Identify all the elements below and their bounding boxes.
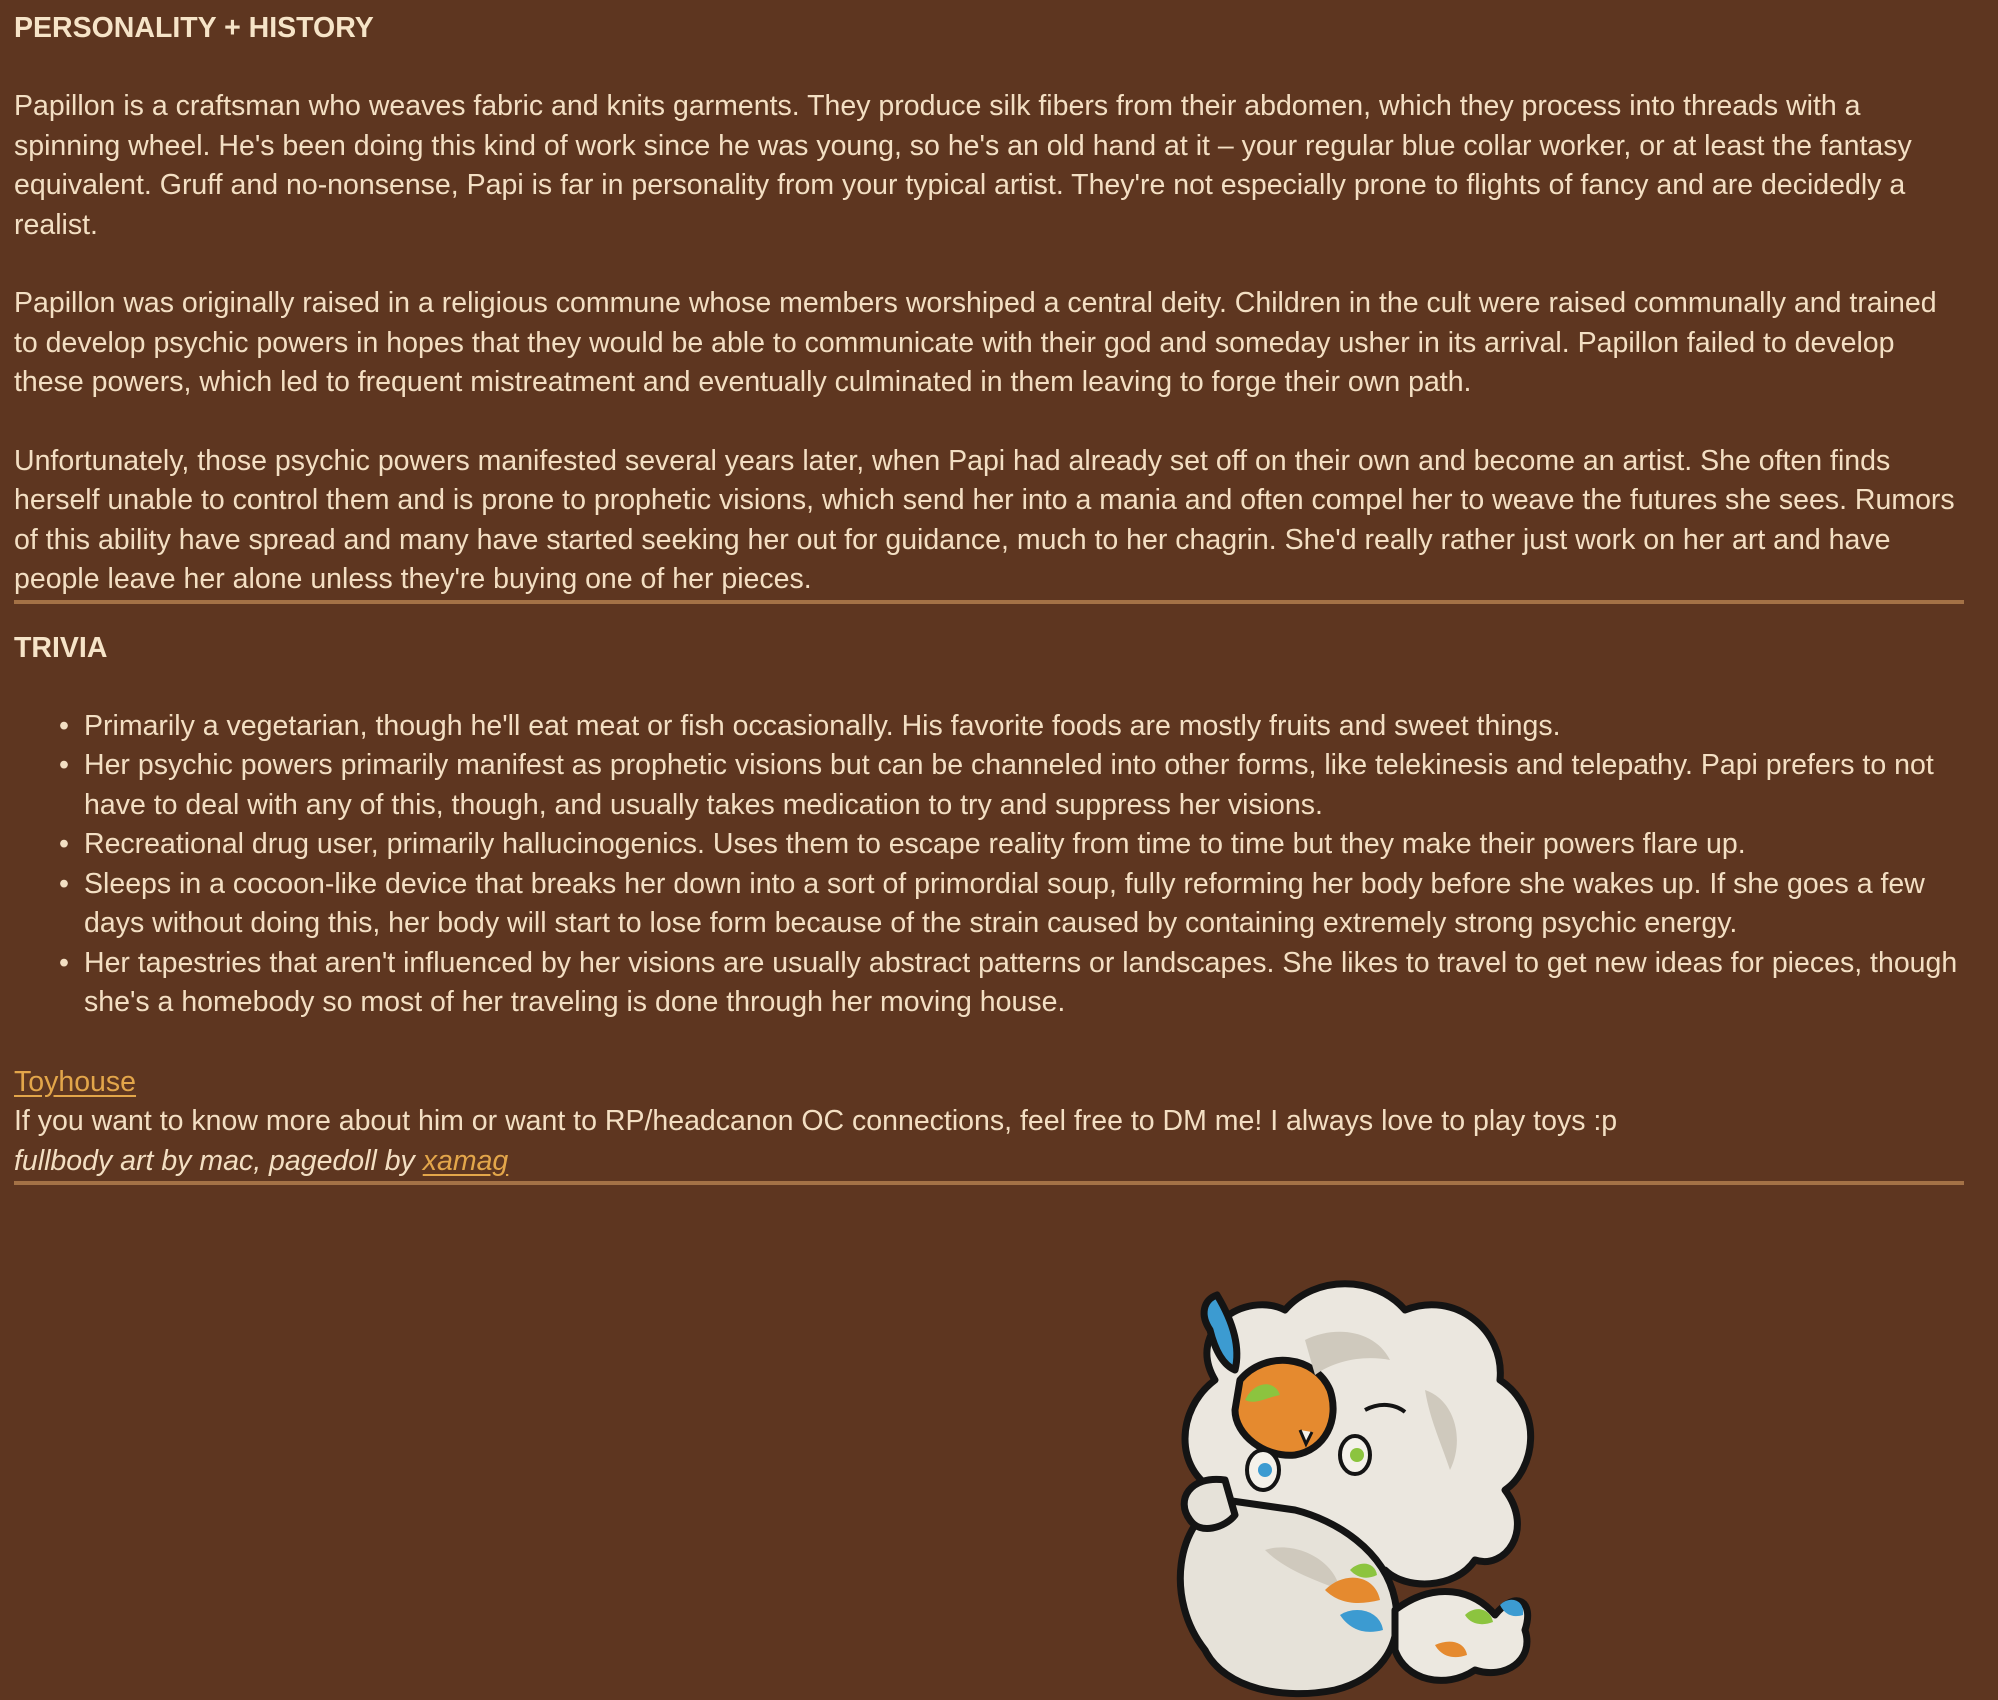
trivia-item-text: Primarily a vegetarian, though he'll eat meat or fish occasionally. His favorite foods are mostly fruits and sweet things. bbox=[84, 709, 1561, 742]
bullet-icon: • bbox=[59, 749, 69, 781]
profile-page bbox=[14, 8, 1964, 1185]
list-item bbox=[59, 865, 1964, 944]
section-divider bbox=[14, 1181, 1964, 1185]
bullet-icon: • bbox=[59, 946, 69, 979]
xamag-link[interactable]: xamag bbox=[422, 1144, 509, 1177]
trivia-item-text: Her psychic powers primarily manifest as prophetic visions but can be channeled into other forms, like telekinesis and telepathy. Papi prefers to not have to deal with any of this, though, and usually takes medication to try and suppress her visions. bbox=[84, 749, 1934, 821]
personality-section bbox=[14, 8, 1964, 600]
personality-heading: PERSONALITY + HISTORY bbox=[14, 12, 374, 44]
credit-prefix: fullbody art by mac, pagedoll by bbox=[14, 1144, 423, 1177]
section-divider bbox=[14, 600, 1964, 604]
bullet-icon: • bbox=[59, 828, 69, 860]
personality-paragraph-1: Papillon is a craftsman who weaves fabric and knits garments. They produce silk fibers from their abdomen, which they process into threads with a spinning wheel. He's been doing this kind of work since he was young, so he's an old hand at it – your regular blue collar worker, or at least the fantasy equivalent. Gruff and no-nonsense, Papi is far in personality from your typical artist. They're not especially prone to flights of fancy and are decidedly a realist. bbox=[14, 90, 1912, 241]
trivia-list bbox=[14, 707, 1964, 1023]
trivia-item-text: Her tapestries that aren't influenced by her visions are usually abstract patterns or landscapes. She likes to travel to get new ideas for pieces, though she's a homebody so most of her traveling is done through her moving house. bbox=[84, 946, 1958, 1018]
trivia-item-text: Sleeps in a cocoon-like device that breaks her down into a sort of primordial soup, fully reforming her body before she wakes up. If she goes a few days without doing this, her body will start to lose form because of the strain caused by containing extremely strong psychic energy. bbox=[84, 867, 1925, 939]
contact-text: If you want to know more about him or want to RP/headcanon OC connections, feel free to DM me! I always love to play toys :p bbox=[14, 1105, 1618, 1137]
list-item bbox=[59, 825, 1964, 865]
bullet-icon: • bbox=[59, 709, 69, 742]
trivia-item-text: Recreational drug user, primarily hallucinogenics. Uses them to escape reality from time to time but they make their powers flare up. bbox=[84, 828, 1746, 860]
toyhouse-link[interactable]: Toyhouse bbox=[14, 1065, 137, 1098]
list-item bbox=[59, 944, 1964, 1023]
trivia-heading: TRIVIA bbox=[14, 631, 108, 664]
trivia-section bbox=[14, 628, 1964, 1182]
links-block bbox=[14, 1063, 1964, 1182]
personality-paragraph-2: Papillon was originally raised in a religious commune whose members worshiped a central deity. Children in the cult were raised communally and trained to develop psychic powers in hopes that they would be able to communicate with their god and someday usher in its arrival. Papillon failed to develop these powers, which led to frequent mistreatment and eventually culminated in them leaving to forge their own path. bbox=[14, 287, 1937, 398]
bullet-icon: • bbox=[59, 867, 69, 900]
character-pagedoll-icon bbox=[1105, 1270, 1565, 1700]
list-item bbox=[59, 707, 1964, 747]
personality-paragraph-3: Unfortunately, those psychic powers manifested several years later, when Papi had already set off on their own and become an artist. She often finds herself unable to control them and is prone to prophetic visions, which send her into a mania and often compel her to weave the futures she sees. Rumors of this ability have spread and many have started seeking her out for guidance, much to her chagrin. She'd really rather just work on her art and have people leave her alone unless they're buying one of her pieces. bbox=[14, 444, 1955, 595]
art-credit bbox=[14, 1142, 1964, 1182]
list-item bbox=[59, 746, 1964, 825]
